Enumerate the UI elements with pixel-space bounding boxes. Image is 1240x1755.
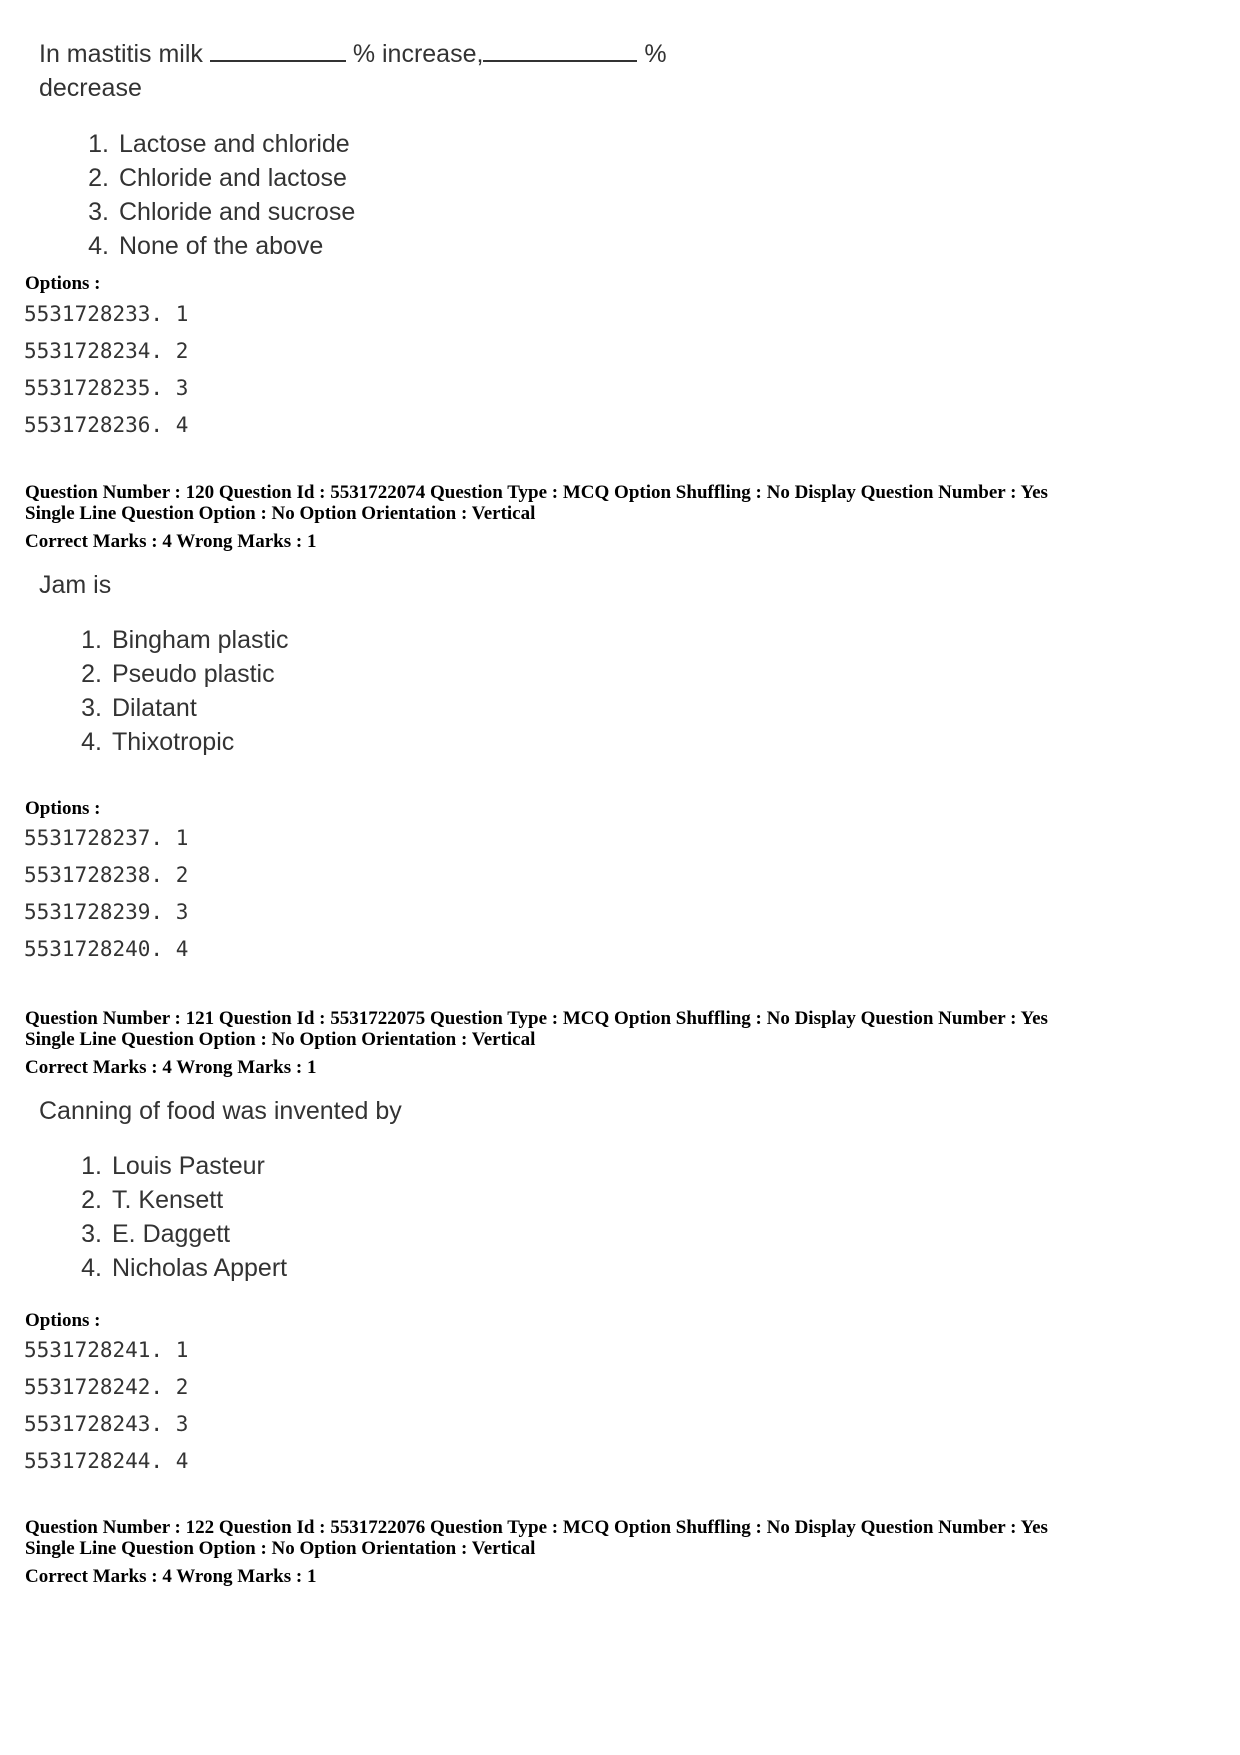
choice-item — [68, 1183, 287, 1217]
choice-text: Dilatant — [112, 694, 197, 722]
option-codes-list — [24, 296, 188, 444]
question-122-meta-line1: Question Number : 122 Question Id : 5531722076 Question Type : MCQ Option Shuffling : No Display Question Number : Yes — [25, 1517, 1048, 1538]
choice-text: T. Kensett — [112, 1186, 224, 1214]
question-120-choices — [68, 623, 288, 759]
choice-item — [68, 1149, 287, 1183]
option-code: 5531728242. 2 — [24, 1375, 189, 1399]
choice-number: 3. — [81, 694, 102, 722]
choice-item — [68, 1251, 287, 1285]
choice-number: 1. — [81, 1152, 102, 1180]
option-code: 5531728243. 3 — [24, 1412, 189, 1436]
question-119-stem — [39, 37, 667, 71]
choice-number: 3. — [88, 198, 109, 226]
choice-text: Pseudo plastic — [112, 660, 275, 688]
options-label: Options : — [25, 273, 101, 294]
choice-item — [68, 691, 288, 725]
choice-number: 1. — [81, 626, 102, 654]
question-stem-part: % increase, — [352, 40, 484, 68]
choice-text: Bingham plastic — [112, 626, 289, 654]
options-label: Options : — [25, 1310, 101, 1331]
question-121-choices — [68, 1149, 287, 1285]
question-121-meta-line1: Question Number : 121 Question Id : 5531722075 Question Type : MCQ Option Shuffling : No Display Question Number : Yes — [25, 1008, 1048, 1029]
choice-number: 4. — [88, 232, 109, 260]
choice-number: 4. — [81, 1254, 102, 1282]
choice-text: Nicholas Appert — [112, 1254, 288, 1282]
choice-number: 1. — [88, 130, 109, 158]
choice-text: None of the above — [119, 232, 324, 260]
option-codes-list — [24, 820, 188, 968]
question-121-meta-line2: Single Line Question Option : No Option Orientation : Vertical — [25, 1029, 536, 1050]
option-code: 5531728234. 2 — [24, 339, 189, 363]
option-code: 5531728240. 4 — [24, 937, 189, 961]
choice-number: 3. — [81, 1220, 102, 1248]
question-121-marks: Correct Marks : 4 Wrong Marks : 1 — [25, 1057, 317, 1078]
choice-item — [75, 229, 355, 263]
question-119-stem-line2: decrease — [39, 74, 142, 102]
option-code: 5531728233. 1 — [24, 302, 189, 326]
option-code: 5531728236. 4 — [24, 413, 189, 437]
choice-item — [75, 161, 355, 195]
choice-item — [75, 127, 355, 161]
choice-number: 2. — [81, 660, 102, 688]
question-stem-part: In mastitis milk — [39, 40, 203, 68]
choice-number: 2. — [88, 164, 109, 192]
option-code: 5531728235. 3 — [24, 376, 189, 400]
choice-text: Lactose and chloride — [119, 130, 350, 158]
question-stem-part: % — [644, 40, 667, 68]
question-120-stem: Jam is — [39, 571, 112, 599]
choice-text: Thixotropic — [112, 728, 235, 756]
option-code: 5531728239. 3 — [24, 900, 189, 924]
choice-item — [68, 623, 288, 657]
question-120-meta-line1: Question Number : 120 Question Id : 5531722074 Question Type : MCQ Option Shuffling : No Display Question Number : Yes — [25, 482, 1048, 503]
option-codes-list — [24, 1332, 188, 1480]
choice-item — [75, 195, 355, 229]
question-120-marks: Correct Marks : 4 Wrong Marks : 1 — [25, 531, 317, 552]
choice-item — [68, 1217, 287, 1251]
choice-number: 4. — [81, 728, 102, 756]
question-119-choices — [75, 127, 355, 263]
question-122-meta-line2: Single Line Question Option : No Option Orientation : Vertical — [25, 1538, 536, 1559]
choice-text: E. Daggett — [112, 1220, 231, 1248]
choice-number: 2. — [81, 1186, 102, 1214]
fill-blank — [210, 56, 346, 62]
option-code: 5531728241. 1 — [24, 1338, 189, 1362]
question-121-stem: Canning of food was invented by — [39, 1097, 402, 1125]
option-code: 5531728244. 4 — [24, 1449, 189, 1473]
choice-text: Chloride and lactose — [119, 164, 347, 192]
choice-text: Chloride and sucrose — [119, 198, 356, 226]
option-code: 5531728238. 2 — [24, 863, 189, 887]
choice-item — [68, 725, 288, 759]
fill-blank — [483, 56, 637, 62]
choice-text: Louis Pasteur — [112, 1152, 265, 1180]
question-122-marks: Correct Marks : 4 Wrong Marks : 1 — [25, 1566, 317, 1587]
option-code: 5531728237. 1 — [24, 826, 189, 850]
choice-item — [68, 657, 288, 691]
question-120-meta-line2: Single Line Question Option : No Option Orientation : Vertical — [25, 503, 536, 524]
options-label: Options : — [25, 798, 101, 819]
